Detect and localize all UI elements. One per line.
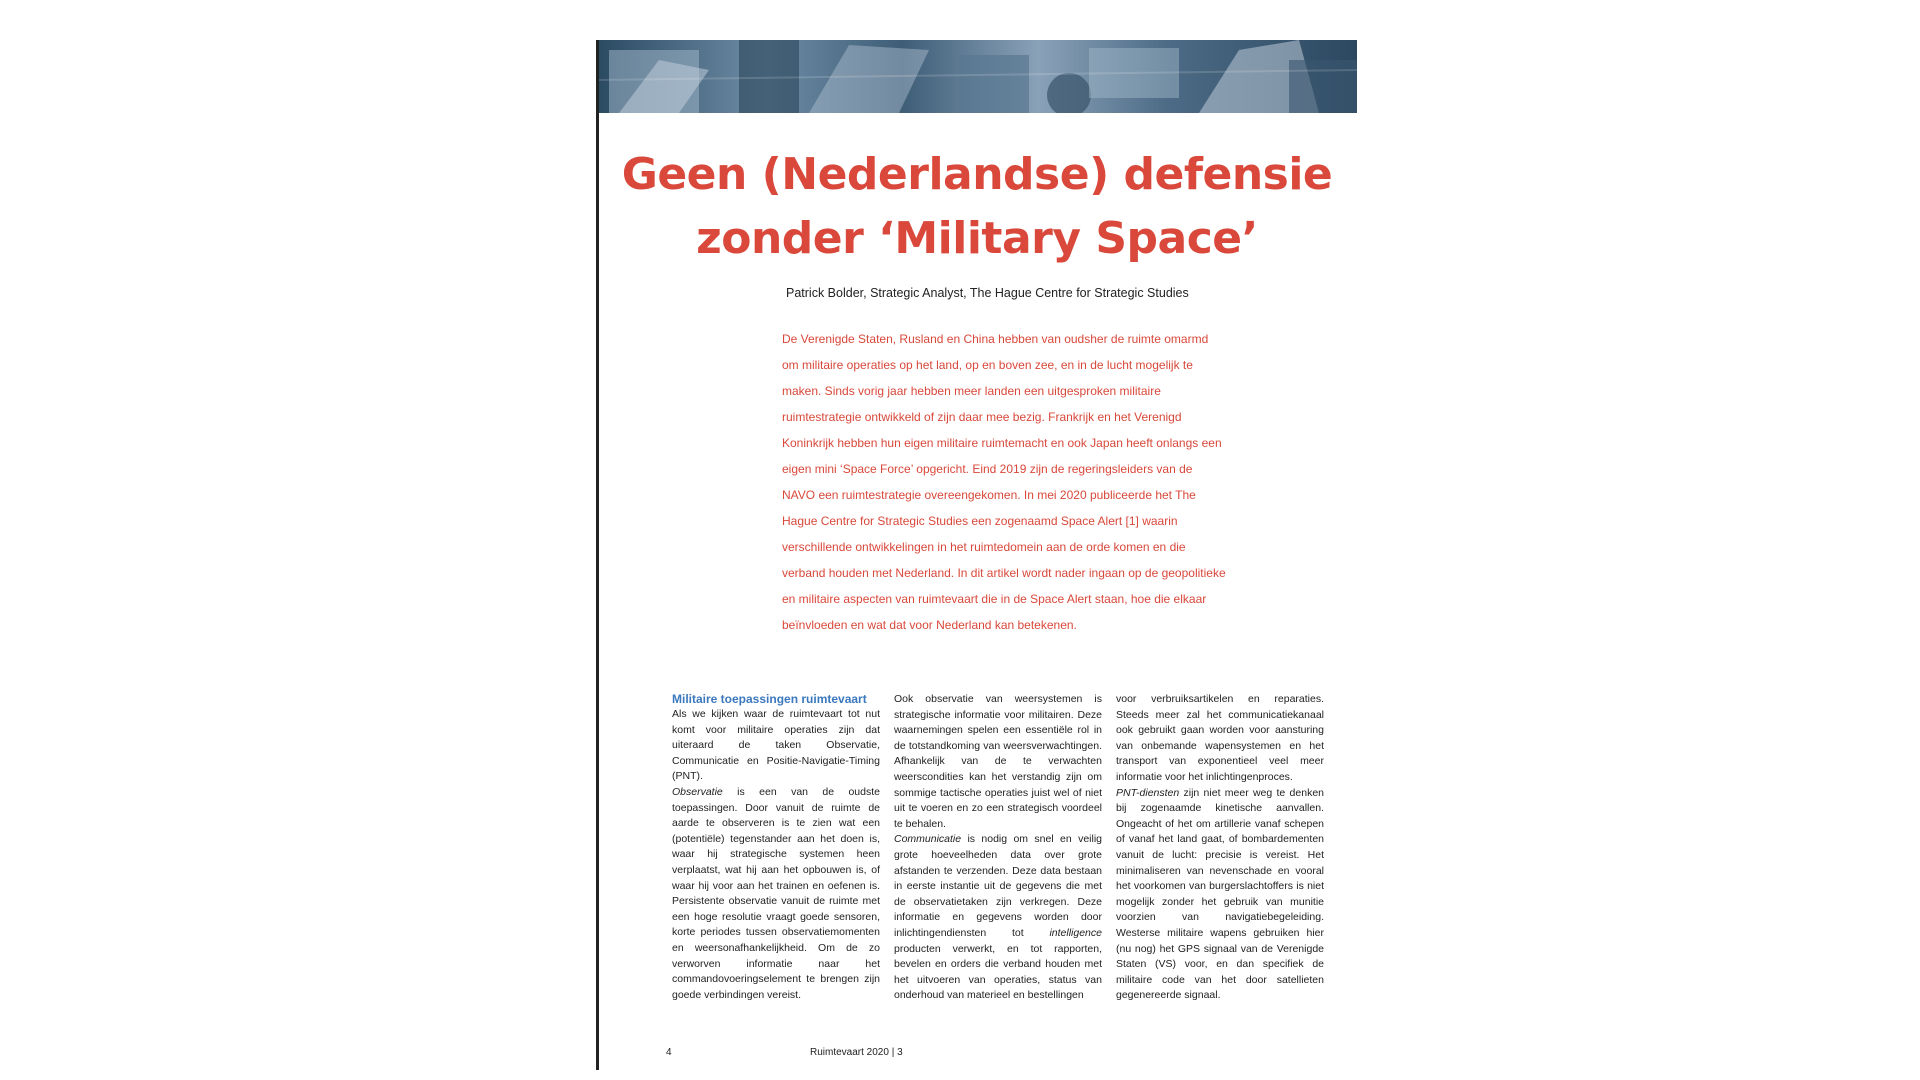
paragraph: Observatie is een van de oudste toepassingen. Door vanuit de ruimte de aarde te observeren is te zien wat een (potentiële) tegenstander aan het doen is, waar hij strategische systemen heen verplaatst, wat hij aan het opbouwen is, of waar hij voor aan het trainen en oefenen is. Persistente observatie vanuit de ruimte met een hoge resolutie vraagt goede sensoren, korte periodes tussen observatiemomenten en weersonafhankelijkheid. Om de zo verworven informatie naar het commandovoeringselement te brengen zijn goede verbindingen vereist.: [672, 785, 880, 1001]
article-title: [596, 143, 1358, 271]
header-banner-image: [599, 40, 1357, 113]
title-line-2: zonder ‘Military Space’: [696, 213, 1258, 264]
abstract: [782, 326, 1226, 638]
author-byline: Patrick Bolder, Strategic Analyst, The Hague Centre for Strategic Studies: [786, 286, 1189, 300]
paragraph: Als we kijken waar de ruimtevaart tot nut komt voor militaire operaties zijn dat uiteraard de taken Observatie, Communicatie en Positie-Navigatie-Timing (PNT).: [672, 708, 880, 783]
title-line-1: Geen (Nederlandse) defensie: [621, 149, 1333, 200]
lead-term: Communicatie: [894, 833, 962, 846]
paragraph: PNT-diensten zijn niet meer weg te denken bij zogenaamde kinetische aanvallen. Ongeacht of het om artillerie vanaf schepen of vanaf het land gaat, of bombardementen vanuit de lucht: precisie is vereist. Het minimaliseren van nevenschade en vooral het voorkomen van burgerslachtoffers is niet mogelijk zonder het gebruik van munitie voorzien van navigatiebegeleiding. Westerse militaire wapens gebruiken hier (nu nog) het GPS signaal van de Verenigde Staten (VS) voor, en dan specifiek de militaire code van het door satellieten gegenereerde signaal.: [1116, 786, 1324, 1002]
lead-term: Observatie: [672, 785, 723, 798]
paragraph: Communicatie is nodig om snel en veilig grote hoeveelheden data over grote afstanden te verzenden. Deze data bestaan in eerste instantie uit de gegevens die met de observatietaken zijn verkregen. Deze informatie en gegevens worden door inlichtingendiensten tot intelligence producten verwerkt, en tot rapporten, bevelen en orders die verband houden met het uitvoeren van operaties, status van onderhoud van materieel en bestellingen: [894, 833, 1102, 1002]
paragraph: voor verbruiksartikelen en reparaties. Steeds meer zal het communicatiekanaal ook gebruikt gaan worden voor aansturing van onbemande wapensystemen en het transport van exponentieel veel meer informatie voor het inlichtingenproces.: [1116, 693, 1324, 783]
paragraph: Ook observatie van weersystemen is strategische informatie voor militairen. Deze waarnemingen spelen een essentiële rol in de totstandkoming van weersverwachtingen. Afhankelijk van de te verwachten weerscondities kan het verstandig zijn om sommige tactische operaties juist wel of niet uit te voeren en zo een strategisch voordeel te behalen.: [894, 693, 1102, 830]
abstract-text: De Verenigde Staten, Rusland en China hebben van oudsher de ruimte omarmd om militaire operaties op het land, op en boven zee, en in de lucht mogelijk te maken. Sinds vorig jaar hebben meer landen een uitgesproken militaire ruimtestrategie ontwikkeld of zijn daar mee bezig. Frankrijk en het Verenigd Koninkrijk hebben hun eigen militaire ruimtemacht en ook Japan heeft onlangs een eigen mini ‘Space Force’ opgericht. Eind 2019 zijn de regeringsleiders van de NAVO een ruimtestrategie overeengekomen. In mei 2020 publiceerde het The Hague Centre for Strategic Studies een zogenaamd Space Alert [1] waarin verschillende ontwikkelingen in het ruimtedomein aan de orde komen en die verband houden met Nederland. In dit artikel wordt nader ingaan op de geopolitieke en militaire aspecten van ruimtevaart die in de Space Alert staan, hoe die elkaar beïnvloeden en wat dat voor Nederland kan betekenen.: [782, 332, 1226, 632]
column-3: [1116, 692, 1324, 1004]
document-page: [596, 40, 1358, 1070]
page-number: 4: [666, 1047, 672, 1058]
section-heading: Militaire toepassingen ruimtevaart: [672, 692, 867, 706]
column-1: [672, 692, 880, 1003]
lead-term: PNT-diensten: [1116, 786, 1180, 799]
page-edge: [596, 40, 599, 1070]
column-2: [894, 692, 1102, 1004]
journal-footer: Ruimtevaart 2020 | 3: [810, 1047, 903, 1058]
italic-term: intelligence: [1049, 926, 1102, 939]
